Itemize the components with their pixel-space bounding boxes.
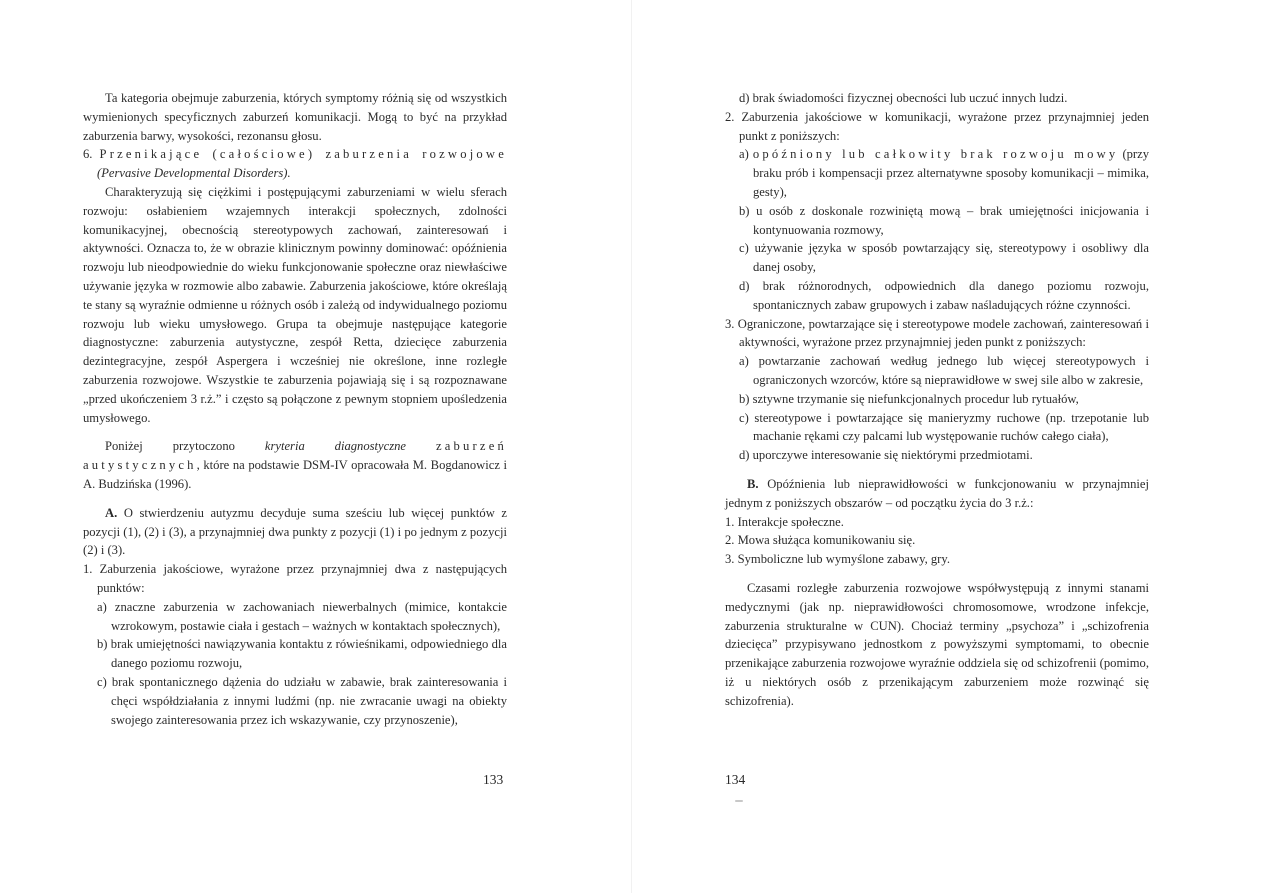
scan-mark xyxy=(735,800,743,802)
list-item-2: 2. Zaburzenia jakościowe w komunikacji, wyrażone przez przynajmniej jeden punkt z poniższych: xyxy=(725,109,1149,143)
spaced-term: zaburzeń autystycznych xyxy=(83,439,507,473)
criterion-label: B. xyxy=(747,476,759,491)
list-subitem-2d: d) brak różnorodnych, odpowiednich dla danego poziomu rozwoju, spontanicznych zabaw grupowych i zabaw naśladujących różne czynności. xyxy=(739,278,1149,312)
list-item-b3: 3. Symboliczne lub wymyślone zabawy, gry. xyxy=(725,552,951,567)
section-heading: Przenikające (całościowe) zaburzenia rozwojowe xyxy=(99,147,507,162)
list-item-b1: 1. Interakcje społeczne. xyxy=(725,514,844,529)
list-subitem-1c: c) brak spontanicznego dążenia do udziału w zabawie, brak zainteresowania i chęci współdziałania z innymi ludźmi (np. nie zwracanie uwagi na obiekty swojego zainteresowania przez ich wskazywanie, czy przynoszenie), xyxy=(97,674,507,727)
criterion-b xyxy=(725,475,1149,513)
criterion-text: O stwierdzeniu autyzmu decyduje suma sześciu lub więcej punktów z pozycji (1), (2) i (3), a przynajmniej dwa punkty z pozycji (1) i po jednym z pozycji (2) i (3). xyxy=(83,505,507,558)
english-term: (Pervasive Developmental Disorders). xyxy=(97,166,291,181)
list-subitem-3d: d) uporczywe interesowanie się niektórymi przedmiotami. xyxy=(739,448,1033,463)
paragraph-description: Charakteryzują się ciężkimi i postępującymi zaburzeniami w wielu sferach rozwoju: osłabieniem wzajemnych interakcji społecznych, zdolności komunikacyjnej, obecnością stereotypowych zachowań, zainteresowań i aktywności. Oznacza to, że w obrazie klinicznym powinny dominować: opóźnienia rozwoju lub nieodpowiednie do wieku funkcjonowanie społeczne oraz niewłaściwe używanie języka w rozmowie albo zabawie. Zaburzenia jakościowe, które określają te stany są wyraźnie odmienne u różnych osób i zależą od indywidualnego poziomu rozwoju lub wieku umysłowego. Grupa ta obejmuje następujące kategorie diagnostyczne: zaburzenia autystyczne, zespół Retta, dziecięce zaburzenia dezintegracyjne, zespół Aspergera i wcześniej nie określone, inne rozległe zaburzenia rozwojowe. Wszystkie te zaburzenia pojawiają się i są rozpoznawane „przed ukończeniem 3 r.ż.” i często są połączone z pewnym stopniem upośledzenia umysłowego. xyxy=(83,184,507,425)
page-number: 134 xyxy=(725,772,746,787)
paragraph-criteria-intro xyxy=(83,437,507,493)
item-label: a) xyxy=(739,147,749,162)
list-subitem-1d: d) brak świadomości fizycznej obecności lub uczuć innych ludzi. xyxy=(739,91,1068,105)
list-subitem-3b: b) sztywne trzymanie się niefunkcjonalnych procedur lub rytuałów, xyxy=(739,391,1079,406)
spaced-term: opóźniony lub całkowity brak rozwoju mowy xyxy=(752,147,1119,162)
list-subitem-2c: c) używanie języka w sposób powtarzający się, stereotypowy i osobliwy dla danej osoby, xyxy=(739,241,1149,275)
list-subitem-3c: c) stereotypowe i powtarzające się manieryzmy ruchowe (np. trzepotanie lub machanie rękami czy palcami lub występowanie ruchów całego ciała), xyxy=(739,410,1149,444)
item-number: 6. xyxy=(83,147,93,162)
criterion-label: A. xyxy=(105,505,118,520)
list-item-6 xyxy=(83,145,507,183)
list-subitem-3a: a) powtarzanie zachowań według jednego lub więcej stereotypowych i ograniczonych wzorców, które są nieprawidłowe w swej sile albo w zakresie, xyxy=(739,354,1149,387)
criterion-text: Opóźnienia lub nieprawidłowości w funkcjonowaniu w przynajmniej jednym z poniższych obszarów – od początku życia do 3 r.ż.: xyxy=(725,476,1149,510)
list-subitem-2a xyxy=(725,145,1149,201)
text-run: , które na podstawie DSM-IV opracowała M. Bogdanowicz i A. Budzińska (1996). xyxy=(83,458,507,491)
paragraph-intro: Ta kategoria obejmuje zaburzenia, których symptomy różnią się od wszystkich wymienionych specyficznych zaburzeń komunikacji. Mogą to być na przykład zaburzenia barwy, wysokości, rezonansu głosu. xyxy=(83,91,507,143)
left-column xyxy=(83,89,507,729)
list-item-3: 3. Ograniczone, powtarzające się i stereotypowe modele zachowań, zainteresowań i aktywności, wyrażone przez przynajmniej jeden punkt z poniższych: xyxy=(725,316,1149,350)
list-item-1: 1. Zaburzenia jakościowe, wyrażone przez przynajmniej dwa z następujących punktów: xyxy=(83,562,507,595)
criterion-a xyxy=(83,504,507,560)
right-column xyxy=(725,89,1149,711)
list-item-b2: 2. Mowa służąca komunikowaniu się. xyxy=(725,533,916,548)
list-subitem-1a: a) znaczne zaburzenia w zachowaniach niewerbalnych (mimice, kontakcie wzrokowym, postawie ciała i gestach – ważnych w kontaktach społecznych), xyxy=(97,599,507,633)
list-subitem-1b: b) brak umiejętności nawiązywania kontaktu z rówieśnikami, odpowiedniego dla danego poziomu rozwoju, xyxy=(97,637,507,671)
text-run: Poniżej przytoczono xyxy=(105,439,235,454)
paragraph-closing: Czasami rozległe zaburzenia rozwojowe współwystępują z innymi stanami medycznymi (jak np. nieprawidłowości chromosomowe, wrodzone infekcje, zaburzenia strukturalne w CUN). Chociaż terminy „psychoza” i „schizofrenia dziecięca” przypisywano jednostkom z powyższymi symptomami, to obecnie przenikające zaburzenia rozwojowe wyraźnie oddziela się od schizofrenii (pomimo, iż u niektórych osób z przenikającym zaburzeniem może rozwinąć się schizofrenia). xyxy=(725,580,1149,708)
text-run: (przy braku prób i kompensacji przez alternatywne sposoby komunikacji – mimika, gesty), xyxy=(753,147,1150,199)
left-page xyxy=(0,0,631,893)
italic-term: kryteria diagnostyczne xyxy=(264,439,407,454)
right-page xyxy=(632,0,1263,893)
page-number: 133 xyxy=(483,772,504,787)
list-subitem-2b: b) u osób z doskonale rozwiniętą mową – brak umiejętności inicjowania i kontynuowania rozmowy, xyxy=(739,203,1149,237)
